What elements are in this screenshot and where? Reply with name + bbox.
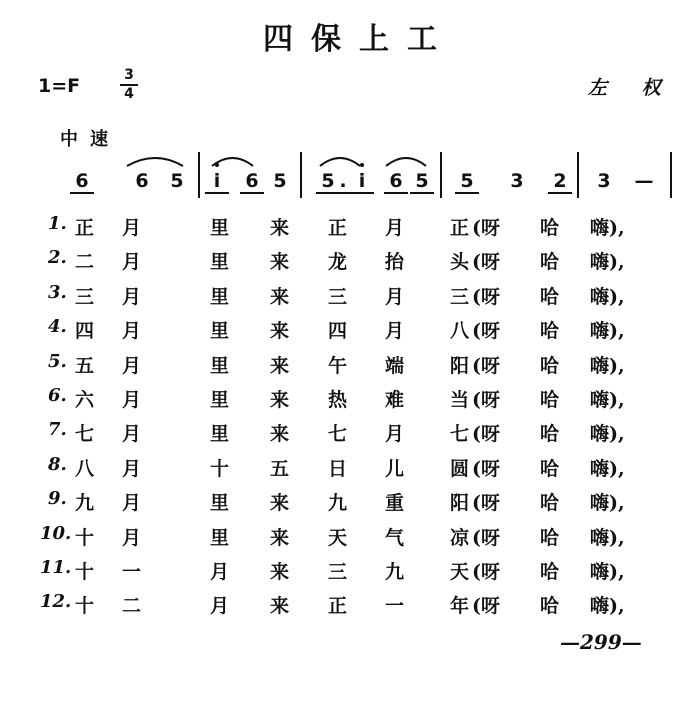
notation-note: 3: [597, 170, 611, 192]
lyric-syllable: 月: [385, 320, 405, 343]
verse-number: 7.: [48, 419, 67, 441]
lyric-syllable: 月: [122, 354, 142, 377]
notation-note: i: [205, 170, 229, 194]
bar-line: [198, 152, 200, 198]
lyric-syllable: 月: [385, 217, 405, 239]
notation-note: 6: [70, 170, 94, 194]
lyric-syllable: 月: [122, 217, 142, 239]
lyric-syllable: 正: [328, 217, 348, 239]
notation-note: .: [336, 170, 350, 194]
lyric-syllable: 月: [122, 492, 142, 515]
lyric-syllable: 当: [450, 389, 470, 411]
lyric-syllable: 十: [75, 595, 95, 618]
lyric-syllable: 七: [450, 423, 470, 446]
time-signature-top: 3: [124, 67, 134, 83]
lyric-syllable: 天: [328, 526, 348, 549]
lyric-syllable: 哈: [540, 354, 560, 377]
lyric-syllable: 三: [450, 285, 470, 308]
lyric-syllable: 哈: [540, 561, 560, 583]
lyric-syllable: 一: [385, 595, 405, 618]
lyric-syllable: 嗨),: [590, 423, 625, 446]
lyric-syllable: 嗨),: [590, 217, 625, 239]
bar-line: [670, 152, 672, 198]
lyric-syllable: 抬: [385, 251, 405, 274]
lyric-syllable: 哈: [540, 492, 560, 515]
lyric-syllable: 九: [75, 492, 95, 515]
lyric-syllable: 来: [270, 423, 290, 446]
lyric-syllable: 十: [75, 561, 95, 583]
lyric-syllable: 头: [450, 251, 470, 274]
lyric-syllable: (呀: [472, 492, 500, 515]
slur-mark: [384, 150, 428, 168]
lyric-syllable: 十: [75, 526, 95, 549]
song-title: 四保上工: [263, 22, 455, 57]
lyric-syllable: 七: [75, 423, 95, 446]
lyric-syllable: 嗨),: [590, 389, 625, 411]
lyric-syllable: 里: [210, 389, 230, 411]
lyric-syllable: 月: [122, 457, 142, 480]
verse-number: 6.: [48, 385, 67, 406]
notation-note: 5: [455, 170, 479, 194]
lyric-syllable: 龙: [328, 251, 348, 274]
time-signature-bottom: 4: [124, 86, 134, 102]
lyric-syllable: 哈: [540, 457, 560, 480]
notation-note: 6: [384, 170, 408, 194]
verse-number: 8.: [48, 453, 67, 475]
lyric-syllable: 来: [270, 251, 290, 274]
lyric-syllable: 八: [450, 320, 470, 343]
lyric-syllable: 月: [122, 526, 142, 549]
verse-number: 4.: [48, 316, 67, 338]
lyric-syllable: 月: [210, 561, 230, 583]
bar-line: [300, 152, 302, 198]
lyric-syllable: 年: [450, 595, 470, 618]
verse-number: 11.: [40, 557, 72, 578]
lyric-syllable: 九: [385, 561, 405, 583]
verse-number: 12.: [40, 591, 72, 613]
lyric-syllable: 月: [122, 389, 142, 411]
lyric-syllable: 二: [122, 595, 142, 618]
lyric-syllable: 里: [210, 423, 230, 446]
notation-note: 5: [316, 170, 340, 194]
lyric-syllable: 哈: [540, 217, 560, 239]
lyric-syllable: 气: [385, 526, 405, 549]
lyric-syllable: 月: [210, 595, 230, 618]
verse-number: 3.: [48, 281, 67, 303]
lyric-syllable: 嗨),: [590, 595, 625, 618]
notation-note: 3: [510, 170, 524, 192]
lyric-syllable: (呀: [472, 320, 500, 343]
lyric-syllable: 来: [270, 285, 290, 308]
lyric-syllable: 里: [210, 354, 230, 377]
lyric-syllable: 九: [328, 492, 348, 515]
lyric-syllable: 哈: [540, 285, 560, 308]
lyric-syllable: 端: [385, 354, 405, 377]
lyric-syllable: 天: [450, 561, 470, 583]
lyric-syllable: 里: [210, 320, 230, 343]
lyric-syllable: 重: [385, 492, 405, 515]
lyric-syllable: 来: [270, 561, 290, 583]
notation-note: 5: [273, 170, 287, 192]
bar-line: [440, 152, 442, 198]
lyric-syllable: (呀: [472, 389, 500, 411]
slur-mark: [318, 150, 362, 168]
lyric-syllable: 十: [210, 457, 230, 480]
lyric-syllable: 阳: [450, 354, 470, 377]
lyric-syllable: 五: [270, 457, 290, 480]
lyric-syllable: 嗨),: [590, 492, 625, 515]
notation-note: —: [634, 170, 654, 192]
lyric-syllable: 里: [210, 492, 230, 515]
notation-note: 6: [240, 170, 264, 194]
lyric-syllable: 圆: [450, 457, 470, 480]
lyric-syllable: 月: [122, 285, 142, 308]
verse-number: 5.: [48, 350, 67, 372]
notation-note: 5: [410, 170, 434, 194]
lyric-syllable: 来: [270, 354, 290, 377]
lyric-syllable: 里: [210, 251, 230, 274]
lyric-syllable: 嗨),: [590, 320, 625, 343]
notation-note: i: [350, 170, 374, 194]
lyric-syllable: 一: [122, 561, 142, 583]
bar-line: [577, 152, 579, 198]
lyric-syllable: 嗨),: [590, 251, 625, 274]
verse-number: 9.: [48, 488, 67, 510]
lyric-syllable: 哈: [540, 320, 560, 343]
lyric-syllable: (呀: [472, 354, 500, 377]
lyric-syllable: 正: [450, 217, 470, 239]
lyric-syllable: 来: [270, 320, 290, 343]
slur-mark: [210, 150, 255, 168]
lyric-syllable: 日: [328, 457, 348, 480]
lyric-syllable: 七: [328, 423, 348, 446]
composer: 左 权: [588, 77, 675, 99]
lyric-syllable: 正: [75, 217, 95, 239]
lyric-syllable: 哈: [540, 526, 560, 549]
verse-number: 10.: [40, 522, 72, 544]
lyric-syllable: 难: [385, 389, 405, 411]
lyric-syllable: 月: [385, 423, 405, 446]
lyric-syllable: 三: [328, 561, 348, 583]
lyric-syllable: 里: [210, 526, 230, 549]
lyric-syllable: 正: [328, 595, 348, 618]
lyric-syllable: 三: [75, 285, 95, 308]
lyric-syllable: 哈: [540, 423, 560, 446]
lyric-syllable: 四: [75, 320, 95, 343]
notation-note: 5: [170, 170, 184, 192]
lyric-syllable: 儿: [385, 457, 405, 480]
notation-note: 6: [135, 170, 149, 192]
lyric-syllable: 月: [385, 285, 405, 308]
lyric-syllable: 六: [75, 389, 95, 411]
lyric-syllable: 凉: [450, 526, 470, 549]
lyric-syllable: 嗨),: [590, 354, 625, 377]
lyric-syllable: 嗨),: [590, 526, 625, 549]
lyric-syllable: (呀: [472, 595, 500, 618]
lyric-syllable: 八: [75, 457, 95, 480]
lyric-syllable: 来: [270, 217, 290, 239]
lyric-syllable: 二: [75, 251, 95, 274]
lyric-syllable: 月: [122, 251, 142, 274]
lyric-syllable: 四: [328, 320, 348, 343]
lyric-syllable: 月: [122, 423, 142, 446]
lyric-syllable: 五: [75, 354, 95, 377]
lyric-syllable: 来: [270, 595, 290, 618]
lyric-syllable: 来: [270, 492, 290, 515]
lyric-syllable: 里: [210, 217, 230, 239]
lyric-syllable: 三: [328, 285, 348, 308]
time-signature: [118, 68, 140, 102]
page-number: —299—: [560, 630, 642, 654]
lyric-syllable: 哈: [540, 251, 560, 274]
lyric-syllable: 哈: [540, 389, 560, 411]
lyric-syllable: (呀: [472, 423, 500, 446]
lyric-syllable: 来: [270, 389, 290, 411]
lyric-syllable: 来: [270, 526, 290, 549]
verse-number: 1.: [48, 213, 67, 234]
lyric-syllable: (呀: [472, 285, 500, 308]
lyric-syllable: 嗨),: [590, 285, 625, 308]
lyric-syllable: 热: [328, 389, 348, 411]
lyric-syllable: 午: [328, 354, 348, 377]
lyric-syllable: 嗨),: [590, 457, 625, 480]
lyric-syllable: 月: [122, 320, 142, 343]
lyric-syllable: 哈: [540, 595, 560, 618]
key-signature: 1=F: [38, 75, 81, 97]
lyric-syllable: (呀: [472, 217, 500, 239]
lyric-syllable: (呀: [472, 526, 500, 549]
lyric-syllable: (呀: [472, 457, 500, 480]
lyric-syllable: 嗨),: [590, 561, 625, 583]
verse-number: 2.: [48, 247, 67, 269]
tempo-marking: 中速: [60, 129, 120, 150]
lyric-syllable: (呀: [472, 251, 500, 274]
slur-mark: [125, 150, 185, 168]
lyric-syllable: (呀: [472, 561, 500, 583]
lyric-syllable: 里: [210, 285, 230, 308]
lyric-syllable: 阳: [450, 492, 470, 515]
notation-note: 2: [548, 170, 572, 194]
